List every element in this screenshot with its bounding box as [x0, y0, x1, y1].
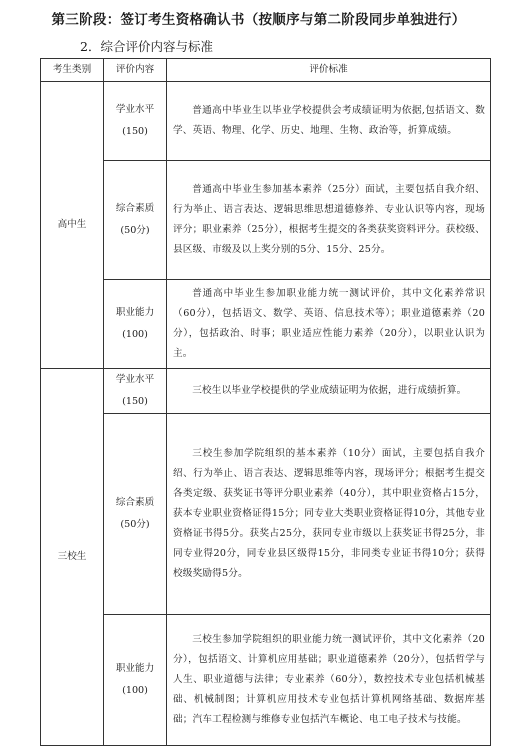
table-row	[41, 414, 491, 615]
item-score: (50分)	[120, 519, 150, 530]
item-label: 职业能力	[115, 663, 155, 674]
item-score: (150)	[122, 126, 148, 137]
item-score: (100)	[122, 685, 148, 696]
table-row	[41, 280, 491, 369]
standard-cell: 普通高中毕业生参加基本素养（25分）面试，主要包括自我介绍、行为举止、语言表达、逻辑思维思想道德修养、专业认识等内容，现场评分；职业素养（25分），根据考生提交的各类获奖资料评分。获校级、县区级、市级及以上奖分别的5分、15分、25分。	[167, 161, 491, 280]
item-cell	[104, 369, 167, 414]
header-standard: 评价标准	[167, 59, 491, 82]
table-row	[41, 615, 491, 746]
item-cell	[104, 615, 167, 746]
category-cell: 高中生	[41, 82, 104, 369]
item-label: 学业水平	[115, 374, 155, 385]
section-heading: 2．综合评价内容与标准	[80, 39, 213, 54]
item-label: 学业水平	[115, 104, 155, 115]
evaluation-table	[40, 58, 491, 746]
page-title: 第三阶段：签订考生资格确认书（按顺序与第二阶段同步单独进行）	[51, 12, 466, 28]
table-row	[41, 82, 491, 161]
item-label: 综合素质	[115, 497, 155, 508]
table-row	[41, 369, 491, 414]
standard-cell: 三校生参加学院组织的基本素养（10分）面试，主要包括自我介绍、行为举止、语言表达、逻辑思维等内容，现场评分；根据考生提交各类定级、获奖证书等评分职业素养（40分），其中职业资格占15分，获本专业职业资格证得15分；同专业大类职业资格证得10分，其他专业资格证书得5分。获奖占25分，获同专业市级以上获奖证书得25分，非同专业得20分，同专业县区级得15分，非同类专业证书得10分；获得校级奖励得5分。	[167, 414, 491, 615]
header-content: 评价内容	[104, 59, 167, 82]
item-score: (100)	[122, 329, 148, 340]
table-row	[41, 161, 491, 280]
item-cell	[104, 414, 167, 615]
item-score: (150)	[122, 396, 148, 407]
standard-cell: 三校生参加学院组织的职业能力统一测试评价，其中文化素养（20分），包括语文、计算机应用基础；职业道德素养（20分），包括哲学与人生、职业道德与法律；专业素养（60分），数控技术专业包括机械基础、机械制图；计算机应用技术专业包括计算机网络基础、数据库基础；汽车工程检测与维修专业包括汽车概论、电工电子技术与技能。	[167, 615, 491, 746]
standard-cell: 普通高中毕业生以毕业学校提供会考成绩证明为依据,包括语文、数学、英语、物理、化学、历史、地理、生物、政治等，折算成绩。	[167, 82, 491, 161]
category-cell: 三校生	[41, 369, 104, 746]
item-score: (50分)	[120, 225, 150, 236]
item-cell	[104, 280, 167, 369]
standard-cell: 普通高中毕业生参加职业能力统一测试评价，其中文化素养常识（60分），包括语文、数学、英语、信息技术等）；职业道德素养（20分），包括政治、时事；职业适应性能力素养（20分），以职业认识为主。	[167, 280, 491, 369]
item-cell	[104, 161, 167, 280]
item-cell	[104, 82, 167, 161]
header-category: 考生类别	[41, 59, 104, 82]
item-label: 综合素质	[115, 203, 155, 214]
table-header-row	[41, 59, 491, 82]
item-label: 职业能力	[115, 307, 155, 318]
standard-cell: 三校生以毕业学校提供的学业成绩证明为依据，进行成绩折算。	[167, 369, 491, 414]
